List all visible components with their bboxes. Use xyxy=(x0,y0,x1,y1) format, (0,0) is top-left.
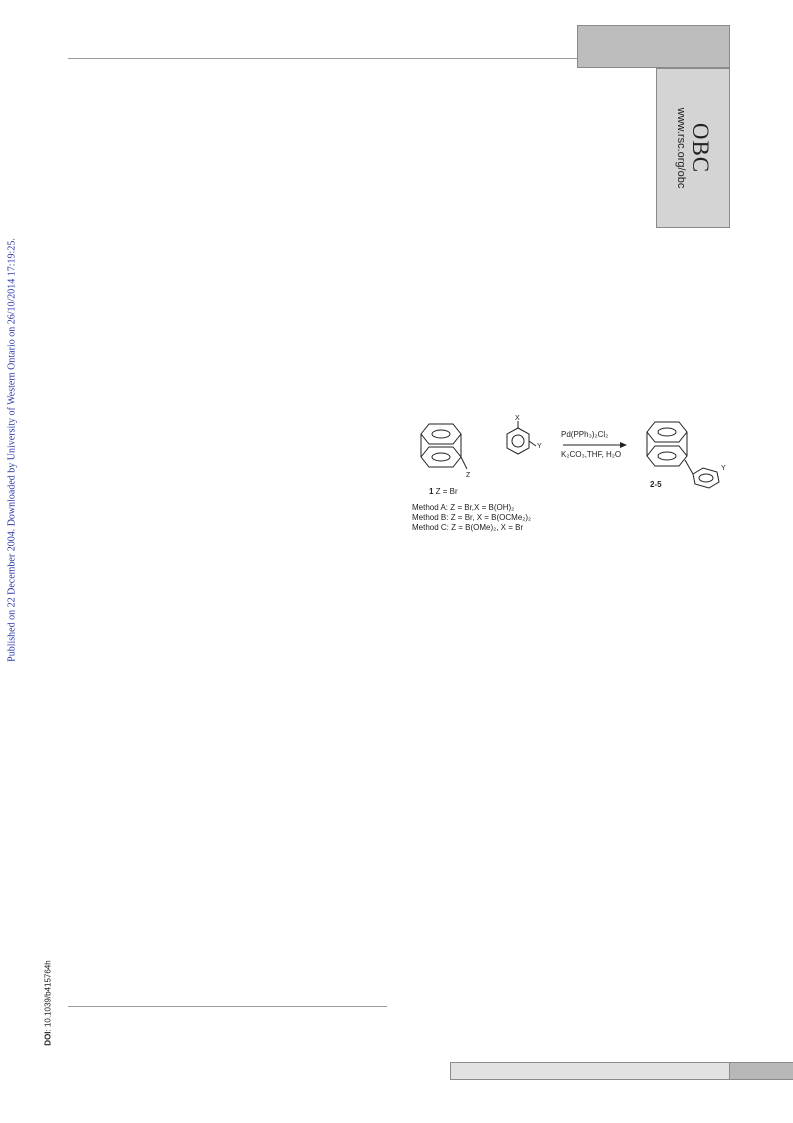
cyclophane-product xyxy=(647,422,719,488)
arrow-head xyxy=(620,442,627,448)
compound-1-number: 1 xyxy=(429,487,434,496)
y-substituent: Y xyxy=(537,443,542,450)
header-rule xyxy=(68,58,577,59)
method-b: Method B: Z = Br, X = B(OCMe₂)₂ xyxy=(412,513,532,522)
journal-url[interactable]: www.rsc.org/obc xyxy=(675,107,687,189)
footnote-rule xyxy=(68,1006,387,1007)
product-y-substituent: Y xyxy=(721,465,726,472)
reagent-catalyst: Pd(PPh₃)₂Cl₂ xyxy=(561,430,609,439)
method-c: Method C: Z = B(OMe)₂, X = Br xyxy=(412,523,524,532)
header-tab xyxy=(577,25,730,68)
x-substituent: X xyxy=(515,415,520,422)
cyclophane-reactant xyxy=(421,424,467,469)
z-substituent: Z xyxy=(466,472,471,479)
product-number: 2-5 xyxy=(650,480,662,489)
footer-page-tab xyxy=(729,1062,793,1080)
scheme-drawing xyxy=(405,412,735,542)
aryl-reactant xyxy=(507,421,536,454)
journal-title: OBC xyxy=(688,122,713,174)
method-a: Method A: Z = Br,X = B(OH)₂ xyxy=(412,503,515,512)
doi-value: : 10.1039/b415764h xyxy=(43,960,53,1032)
reagent-conditions: K₂CO₃,THF, H₂O xyxy=(561,450,622,459)
download-note[interactable]: Published on 22 December 2004. Downloaded by University of Western Ontario on 26/10/2014 17:19:25. xyxy=(6,238,18,662)
footer-bar xyxy=(450,1062,730,1080)
compound-1-label xyxy=(429,487,458,496)
journal-badge xyxy=(656,68,730,228)
compound-1-text: Z = Br xyxy=(433,487,458,496)
doi-label[interactable] xyxy=(44,960,53,1045)
reaction-scheme xyxy=(405,412,735,542)
doi-prefix: DOI xyxy=(43,1031,53,1046)
